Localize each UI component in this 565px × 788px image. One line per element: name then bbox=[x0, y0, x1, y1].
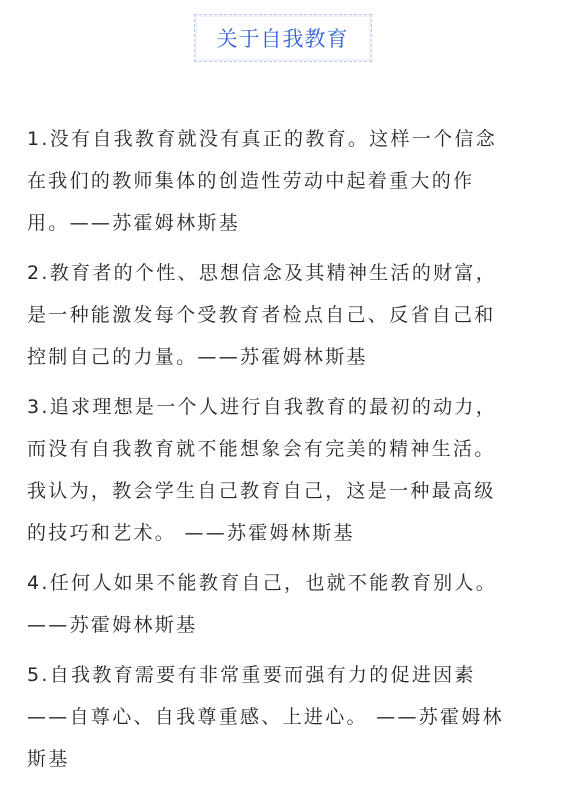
quote-1 bbox=[27, 118, 557, 244]
quote-5-line-2: ——自尊心、自我尊重感、上进心。 ——苏霍姆林 bbox=[27, 706, 504, 728]
quote-list bbox=[27, 118, 557, 788]
quote-2-line-2: 是一种能激发每个受教育者检点自己、反省自己和 bbox=[27, 304, 496, 326]
quote-2-line-1: 2.教育者的个性、思想信念及其精神生活的财富， bbox=[27, 262, 498, 284]
quote-3-line-4: 的技巧和艺术。 ——苏霍姆林斯基 bbox=[27, 522, 355, 544]
quote-4 bbox=[27, 562, 557, 646]
quote-5 bbox=[27, 654, 557, 780]
quote-3-line-1: 3.追求理想是一个人进行自我教育的最初的动力， bbox=[27, 396, 498, 418]
quote-1-line-2: 在我们的教师集体的创造性劳动中起着重大的作 bbox=[27, 170, 475, 192]
quote-1-line-3: 用。——苏霍姆林斯基 bbox=[27, 212, 241, 234]
quote-2-line-3: 控制自己的力量。——苏霍姆林斯基 bbox=[27, 346, 368, 368]
quote-3 bbox=[27, 386, 557, 554]
title-container bbox=[0, 14, 565, 62]
quote-5-line-3: 斯基 bbox=[27, 748, 70, 770]
quote-3-line-2: 而没有自我教育就不能想象会有完美的精神生活。 bbox=[27, 438, 496, 460]
quote-1-line-1: 1.没有自我教育就没有真正的教育。这样一个信念 bbox=[27, 128, 498, 150]
quote-3-line-3: 我认为，教会学生自己教育自己，这是一种最高级 bbox=[27, 480, 496, 502]
page-title: 关于自我教育 bbox=[194, 14, 372, 62]
quote-5-line-1: 5.自我教育需要有非常重要而强有力的促进因素 bbox=[27, 664, 476, 686]
quote-4-line-2: ——苏霍姆林斯基 bbox=[27, 614, 198, 636]
quote-2 bbox=[27, 252, 557, 378]
quote-4-line-1: 4.任何人如果不能教育自己，也就不能教育别人。 bbox=[27, 572, 498, 594]
